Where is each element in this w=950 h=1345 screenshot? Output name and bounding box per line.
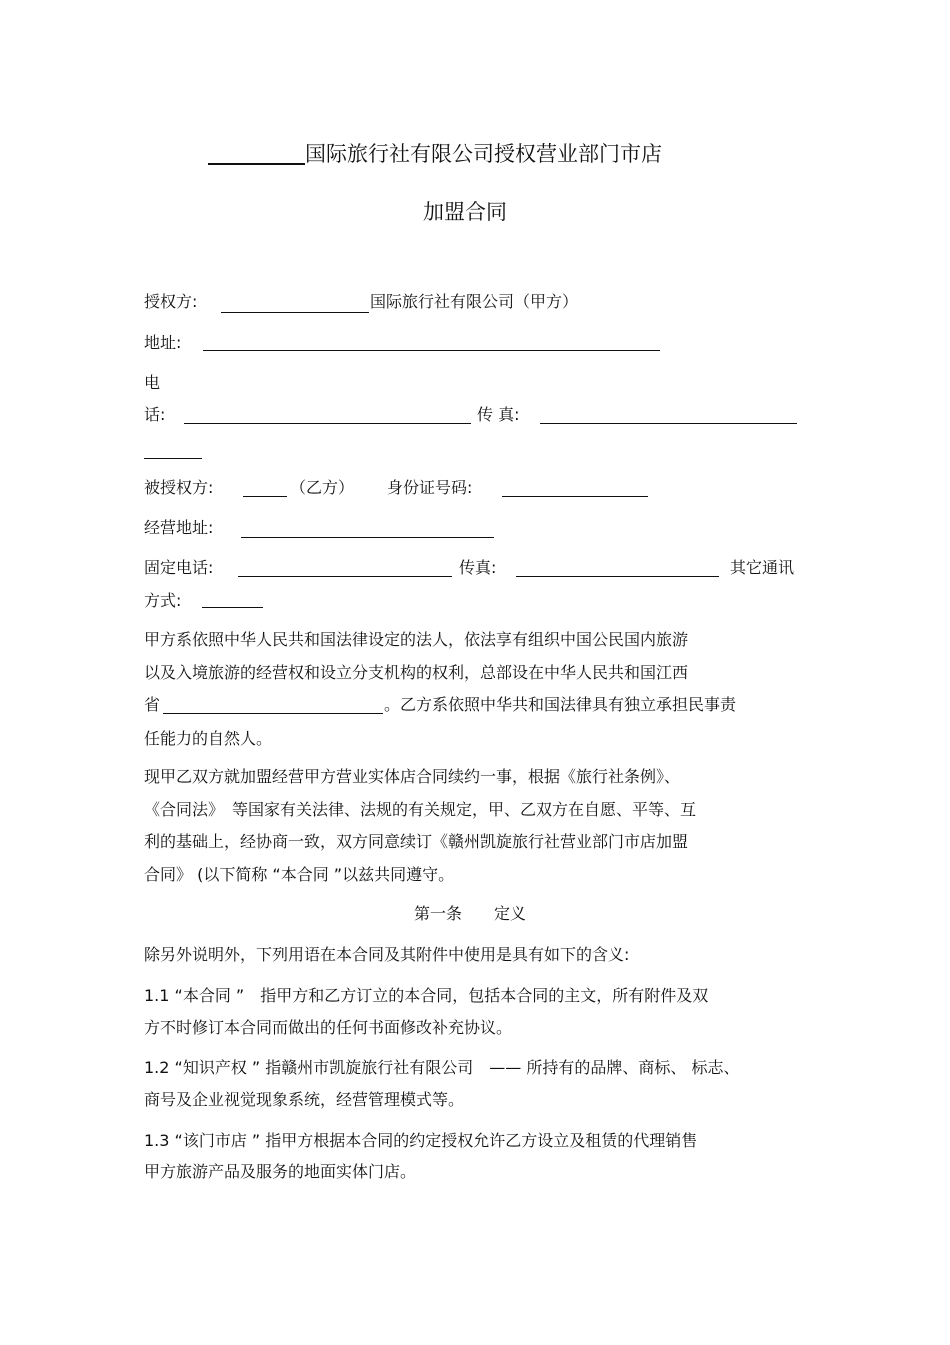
definition-1-3-line-2: 甲方旅游产品及服务的地面实体门店。 (144, 1162, 417, 1181)
party-a-fax-blank (540, 423, 797, 424)
party-b-address-blank (241, 537, 494, 538)
party-a-suffix: 国际旅行社有限公司（甲方） (370, 292, 579, 311)
paragraph-2-line-3: 利的基础上，经协商一致，双方同意续订《赣州凯旋旅行社营业部门市店加盟 (144, 832, 689, 851)
document-title-line2: 加盟合同 (423, 200, 507, 224)
paragraph-2-line-1: 现甲乙双方就加盟经营甲方营业实体店合同续约一事，根据《旅行社条例》、 (144, 767, 681, 786)
party-a-address-label: 地址: (144, 333, 182, 352)
paragraph-2-line-2: 《合同法》 等国家有关法律、法规的有关规定，甲、乙双方在自愿、平等、互 (144, 800, 697, 819)
party-b-fax-label: 传真: (459, 558, 497, 577)
article-1-intro: 除另外说明外，下列用语在本合同及其附件中使用是具有如下的含义: (144, 945, 630, 964)
definition-1-2-line-1: 1.2 “知识产权 ” 指赣州市凯旋旅行社有限公司 —— 所持有的品牌、商标、 标志、 (144, 1058, 740, 1077)
paragraph-2-line-4: 合同》 (以下简称 “本合同 ”以兹共同遵守。 (144, 865, 455, 884)
party-b-tag: （乙方） (290, 478, 355, 497)
party-b-id-blank (502, 496, 648, 497)
document-title-line1: 国际旅行社有限公司授权营业部门市店 (305, 142, 662, 166)
paragraph-1-line-4: 任能力的自然人。 (144, 729, 273, 748)
article-1-heading: 第一条 定义 (414, 904, 527, 923)
party-a-phone-label-1: 电 (144, 373, 161, 392)
party-b-phone-label: 固定电话: (144, 558, 214, 577)
definition-1-2-line-2: 商号及企业视觉现象系统，经营管理模式等。 (144, 1090, 465, 1109)
party-a-phone-blank (184, 423, 471, 424)
definition-1-1-line-2: 方不时修订本合同而做出的任何书面修改补充协议。 (144, 1018, 513, 1037)
paragraph-1-line-2: 以及入境旅游的经营权和设立分支机构的权利，总部设在中华人民共和国江西 (144, 663, 689, 682)
party-b-label: 被授权方: (144, 478, 214, 497)
party-b-id-label: 身份证号码: (387, 478, 473, 497)
party-a-phone-label-2: 话: (144, 405, 166, 424)
party-a-name-blank (221, 312, 369, 313)
party-a-fax-blank-cont (144, 458, 202, 459)
party-b-fax-blank (516, 576, 719, 577)
party-b-phone-blank (238, 576, 452, 577)
party-b-other-blank (202, 607, 263, 608)
definition-1-1-line-1: 1.1 “本合同 ” 指甲方和乙方订立的本合同，包括本合同的主文，所有附件及双 (144, 986, 709, 1005)
province-blank (163, 713, 383, 714)
party-a-address-blank (203, 350, 660, 351)
paragraph-1-line-1: 甲方系依照中华人民共和国法律设定的法人，依法享有组织中国公民国内旅游 (144, 630, 689, 649)
paragraph-1-line-3b: 。乙方系依照中华共和国法律具有独立承担民事责 (384, 695, 737, 714)
party-b-name-blank (243, 496, 287, 497)
party-b-other-label-2: 方式: (144, 591, 182, 610)
paragraph-1-line-3a: 省 (144, 695, 161, 714)
definition-1-3-line-1: 1.3 “该门市店 ” 指甲方根据本合同的约定授权允许乙方设立及租赁的代理销售 (144, 1131, 698, 1150)
party-a-label: 授权方: (144, 292, 198, 311)
party-b-other-label-1: 其它通讯 (730, 558, 795, 577)
company-name-blank (208, 163, 305, 165)
party-a-fax-label: 传 真: (477, 405, 520, 424)
party-b-address-label: 经营地址: (144, 518, 214, 537)
